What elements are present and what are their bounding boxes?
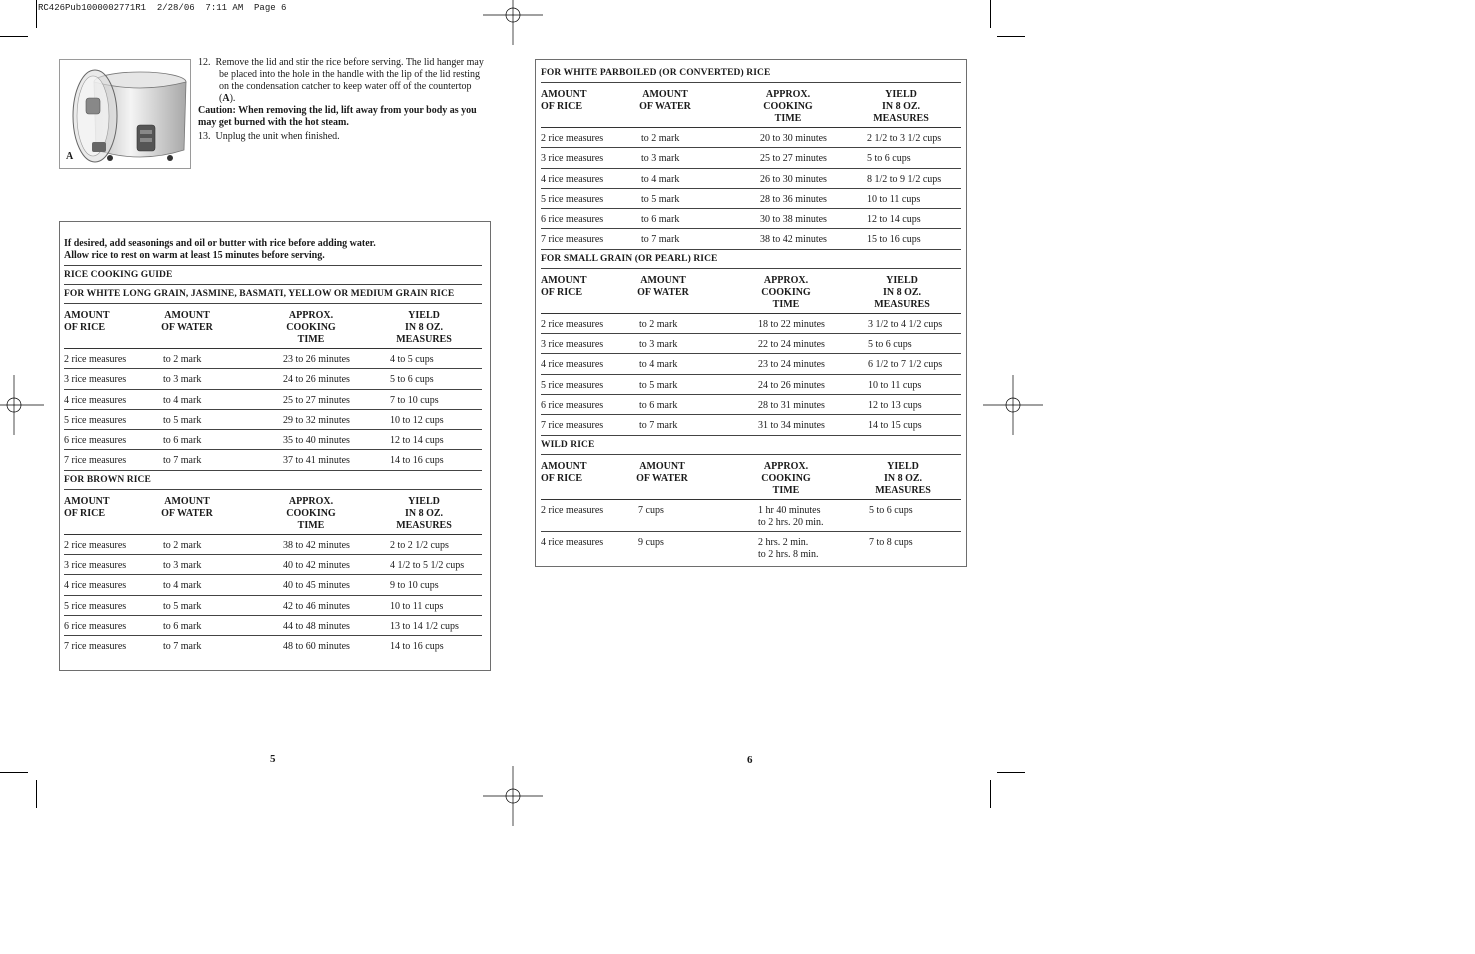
table-cell: to 2 mark xyxy=(641,133,680,144)
table-cell: 24 to 26 minutes xyxy=(283,374,350,386)
step-number: 12. xyxy=(198,57,211,68)
column-header-line: TIME xyxy=(297,519,325,531)
table-cell: 40 to 45 minutes xyxy=(283,580,350,592)
table-cell: 4 rice measures xyxy=(541,173,604,185)
table-cell: 18 to 22 minutes xyxy=(758,318,825,330)
table-cell: 4 1/2 to 5 1/2 cups xyxy=(390,560,465,572)
table-row xyxy=(64,555,482,575)
table-cell: 2 rice measures xyxy=(541,133,604,144)
table-cell: 5 to 6 cups xyxy=(869,504,913,516)
table-cell: 13 to 14 1/2 cups xyxy=(390,620,459,632)
column-header xyxy=(159,496,215,520)
column-header-line: AMOUNT xyxy=(541,89,587,100)
table-cell: 7 rice measures xyxy=(541,234,604,246)
table-cell: to 6 mark xyxy=(641,214,680,226)
column-header-line: COOKING xyxy=(761,472,811,484)
table-cell-line: 2 hrs. 2 min. xyxy=(758,536,809,548)
table-cell: 5 to 6 cups xyxy=(390,374,434,386)
column-header-line: IN 8 OZ. xyxy=(404,322,444,333)
rice-cooker-illustration xyxy=(60,60,190,168)
column-header-line: COOKING xyxy=(761,286,811,298)
column-header-line: MEASURES xyxy=(396,334,452,345)
table-cell: 28 to 36 minutes xyxy=(760,193,827,205)
table-cell: to 3 mark xyxy=(163,374,202,386)
table-cell: 6 1/2 to 7 1/2 cups xyxy=(868,359,943,371)
column-header-line: COOKING xyxy=(286,322,336,333)
table-row xyxy=(64,390,482,410)
column-header xyxy=(873,461,933,497)
guide-intro xyxy=(64,238,482,266)
table-cell-line: to 2 hrs. 8 min. xyxy=(758,548,819,560)
table-cell: to 4 mark xyxy=(163,580,202,592)
column-header xyxy=(541,89,587,113)
table-cell: 4 rice measures xyxy=(541,359,604,371)
section-title-brown: FOR BROWN RICE xyxy=(64,470,482,490)
guide-title: RICE COOKING GUIDE xyxy=(64,266,482,285)
table-cell: 7 cups xyxy=(638,504,664,516)
step-text: Unplug the unit when finished. xyxy=(215,131,340,142)
column-header-line: TIME xyxy=(772,298,800,310)
table-cell: 5 rice measures xyxy=(64,600,127,612)
table-cell: 6 rice measures xyxy=(541,399,604,411)
column-header-line: IN 8 OZ. xyxy=(882,286,922,298)
table-cell: 12 to 14 cups xyxy=(390,435,444,447)
column-header-line: AMOUNT xyxy=(541,274,587,286)
table-row xyxy=(541,500,961,532)
table-cell: to 5 mark xyxy=(163,414,202,426)
brown-rice-table xyxy=(64,490,482,656)
column-header-line: MEASURES xyxy=(396,519,452,531)
table-cell: 25 to 27 minutes xyxy=(760,153,827,165)
table-cell: to 5 mark xyxy=(639,379,678,391)
column-header-line: COOKING xyxy=(763,101,813,112)
table-cell: 25 to 27 minutes xyxy=(283,394,350,406)
column-header xyxy=(872,275,932,311)
table-cell: 4 rice measures xyxy=(64,580,127,592)
step-text: Remove the lid and stir the rice before serving. The lid hanger may be placed into the hole in the handle with the lip of the lid resting on the condensation catcher to keep water off of the countertop (A). xyxy=(215,57,484,104)
table-cell: to 3 mark xyxy=(163,560,202,572)
column-header-line: APPROX. xyxy=(763,274,809,286)
column-header-line: OF RICE xyxy=(541,101,583,112)
column-header xyxy=(637,89,693,113)
table-cell: 4 rice measures xyxy=(541,536,604,548)
crop-mark xyxy=(990,780,991,808)
table-cell: 23 to 26 minutes xyxy=(283,354,350,365)
column-header-line: AMOUNT xyxy=(64,310,110,321)
table-row xyxy=(541,415,961,434)
print-header: RC426Pub1000002771R1 2/28/06 7:11 AM Page 6 xyxy=(38,3,287,13)
table-cell: 38 to 42 minutes xyxy=(283,539,350,551)
registration-mark xyxy=(0,375,44,435)
table-cell: 12 to 13 cups xyxy=(868,399,922,411)
table-cell: 9 cups xyxy=(638,536,664,548)
column-header-line: TIME xyxy=(774,113,802,124)
column-header xyxy=(635,275,691,299)
table-cell: 6 rice measures xyxy=(64,620,127,632)
table-cell: to 6 mark xyxy=(163,435,202,447)
table-cell: to 7 mark xyxy=(641,234,680,246)
table-cell: to 6 mark xyxy=(639,399,678,411)
column-header xyxy=(273,310,349,346)
table-row xyxy=(64,369,482,389)
table-cell: 26 to 30 minutes xyxy=(760,173,827,185)
column-header xyxy=(748,461,824,497)
step-number: 13. xyxy=(198,131,211,142)
table-cell: 48 to 60 minutes xyxy=(283,641,350,653)
table-row xyxy=(541,209,961,229)
table-cell: 7 rice measures xyxy=(541,420,604,432)
table-cell: 4 to 5 cups xyxy=(390,354,434,365)
table-cell: 3 rice measures xyxy=(64,374,127,386)
table-cell: 14 to 15 cups xyxy=(868,420,922,432)
table-cell: to 3 mark xyxy=(641,153,680,165)
table-cell: 2 to 2 1/2 cups xyxy=(390,539,449,551)
table-cell: 20 to 30 minutes xyxy=(760,133,827,144)
table-cell: 5 to 6 cups xyxy=(867,153,911,165)
column-header-line: MEASURES xyxy=(875,484,931,496)
table-cell: 24 to 26 minutes xyxy=(758,379,825,391)
table-header-row xyxy=(541,83,961,128)
column-header-line: MEASURES xyxy=(873,113,929,124)
table-row xyxy=(541,189,961,209)
column-header-line: OF WATER xyxy=(161,507,213,519)
table-cell: 2 1/2 to 3 1/2 cups xyxy=(867,133,942,144)
column-header-line: IN 8 OZ. xyxy=(881,101,921,112)
column-header-line: APPROX. xyxy=(288,495,334,507)
table-row xyxy=(64,636,482,655)
column-header xyxy=(273,496,349,532)
table-row xyxy=(541,128,961,148)
table-cell: 44 to 48 minutes xyxy=(283,620,350,632)
step-13 xyxy=(198,131,484,143)
rice-cooking-guide-right xyxy=(535,59,967,567)
table-row xyxy=(64,410,482,430)
column-header-line: AMOUNT xyxy=(639,460,685,472)
column-header xyxy=(871,89,931,125)
column-header-line: AMOUNT xyxy=(642,89,688,100)
section-title-wild: WILD RICE xyxy=(541,435,961,455)
table-row xyxy=(64,430,482,450)
table-cell: to 6 mark xyxy=(163,620,202,632)
table-cell: 2 rice measures xyxy=(541,318,604,330)
column-header-line: OF WATER xyxy=(639,101,691,112)
page-number-left: 5 xyxy=(270,753,276,765)
column-header-line: OF RICE xyxy=(64,507,106,519)
table-cell: 7 rice measures xyxy=(64,641,127,653)
column-header-line: APPROX. xyxy=(765,89,811,100)
table-row xyxy=(541,375,961,395)
column-header xyxy=(541,461,587,485)
column-header-line: AMOUNT xyxy=(164,310,210,321)
table-row xyxy=(541,532,961,572)
table-cell: 3 rice measures xyxy=(541,339,604,351)
table-cell: 8 1/2 to 9 1/2 cups xyxy=(867,173,942,185)
table-cell-line: to 2 hrs. 20 min. xyxy=(758,516,824,528)
table-header-row xyxy=(541,455,961,500)
small-grain-rice-table xyxy=(541,269,961,435)
table-cell: 40 to 42 minutes xyxy=(283,560,350,572)
table-cell: 3 1/2 to 4 1/2 cups xyxy=(868,318,943,330)
column-header xyxy=(634,461,690,485)
table-row xyxy=(64,616,482,636)
white-long-grain-table xyxy=(64,304,482,470)
table-cell: 38 to 42 minutes xyxy=(760,234,827,246)
table-cell: 14 to 16 cups xyxy=(390,455,444,467)
column-header-line: COOKING xyxy=(286,507,336,519)
crop-mark xyxy=(997,772,1025,773)
table-cell: to 4 mark xyxy=(639,359,678,371)
crop-mark xyxy=(990,0,991,28)
table-cell: 22 to 24 minutes xyxy=(758,339,825,351)
table-cell: to 2 mark xyxy=(163,354,202,365)
table-row xyxy=(541,395,961,415)
table-cell: 31 to 34 minutes xyxy=(758,420,825,432)
table-cell: 35 to 40 minutes xyxy=(283,435,350,447)
column-header-line: AMOUNT xyxy=(541,460,587,472)
table-cell: 10 to 11 cups xyxy=(867,193,921,205)
table-row xyxy=(541,354,961,374)
table-cell-line: 1 hr 40 minutes xyxy=(758,504,821,516)
column-header xyxy=(394,310,454,346)
column-header xyxy=(394,496,454,532)
column-header xyxy=(64,310,110,334)
table-cell: 37 to 41 minutes xyxy=(283,455,350,467)
column-header-line: YIELD xyxy=(408,495,440,507)
table-cell: to 5 mark xyxy=(641,193,680,205)
column-header-line: YIELD xyxy=(885,89,917,100)
table-cell: 7 rice measures xyxy=(64,455,127,467)
table-row xyxy=(64,349,482,369)
rice-cooker-figure xyxy=(59,59,191,169)
wild-rice-table xyxy=(541,455,961,572)
table-cell: 7 to 10 cups xyxy=(390,394,439,406)
crop-mark xyxy=(997,36,1025,37)
table-cell: 30 to 38 minutes xyxy=(760,214,827,226)
section-title-white-long: FOR WHITE LONG GRAIN, JASMINE, BASMATI, YELLOW OR MEDIUM GRAIN RICE xyxy=(64,285,482,304)
table-cell: to 2 mark xyxy=(639,318,678,330)
table-header-row xyxy=(64,304,482,349)
table-cell: 5 to 6 cups xyxy=(868,339,912,351)
table-cell: 5 rice measures xyxy=(541,379,604,391)
table-cell: 5 rice measures xyxy=(64,414,127,426)
registration-mark xyxy=(483,766,543,826)
table-cell: 2 rice measures xyxy=(541,504,604,516)
column-header-line: OF RICE xyxy=(541,286,583,298)
column-header xyxy=(750,89,826,125)
table-cell: to 5 mark xyxy=(163,600,202,612)
table-cell: 14 to 16 cups xyxy=(390,641,444,653)
table-cell: to 7 mark xyxy=(639,420,678,432)
column-header-line: AMOUNT xyxy=(164,495,210,507)
table-cell: to 4 mark xyxy=(641,173,680,185)
table-cell: 2 rice measures xyxy=(64,354,127,365)
table-cell: 6 rice measures xyxy=(64,435,127,447)
table-cell: 6 rice measures xyxy=(541,214,604,226)
table-cell xyxy=(758,537,819,561)
table-cell: 5 rice measures xyxy=(541,193,604,205)
column-header-line: OF RICE xyxy=(64,322,106,333)
table-cell: 10 to 11 cups xyxy=(390,600,444,612)
column-header-line: YIELD xyxy=(887,460,919,472)
column-header-line: TIME xyxy=(772,484,800,496)
instruction-steps xyxy=(198,57,484,143)
table-cell: 29 to 32 minutes xyxy=(283,414,350,426)
section-title-small-grain: FOR SMALL GRAIN (OR PEARL) RICE xyxy=(541,249,961,269)
column-header-line: IN 8 OZ. xyxy=(883,472,923,484)
table-cell: 2 rice measures xyxy=(64,539,127,551)
registration-mark xyxy=(983,375,1043,435)
table-cell xyxy=(758,505,824,529)
column-header-line: APPROX. xyxy=(763,460,809,472)
table-cell: 23 to 24 minutes xyxy=(758,359,825,371)
crop-mark xyxy=(0,772,28,773)
step-12 xyxy=(198,57,484,105)
crop-mark xyxy=(36,780,37,808)
table-cell: to 7 mark xyxy=(163,641,202,653)
table-cell: 15 to 16 cups xyxy=(867,234,921,246)
table-header-row xyxy=(64,490,482,535)
column-header-line: YIELD xyxy=(886,274,918,286)
table-cell: 4 rice measures xyxy=(64,394,127,406)
intro-line: Allow rice to rest on warm at least 15 minutes before serving. xyxy=(64,250,325,261)
column-header xyxy=(748,275,824,311)
page-number-right: 6 xyxy=(747,754,753,766)
column-header-line: MEASURES xyxy=(874,298,930,310)
table-row xyxy=(541,229,961,248)
table-row xyxy=(541,148,961,168)
table-row xyxy=(64,596,482,616)
column-header-line: OF WATER xyxy=(636,472,688,484)
column-header-line: OF WATER xyxy=(637,286,689,298)
intro-line: If desired, add seasonings and oil or butter with rice before adding water. xyxy=(64,238,376,249)
table-cell: to 7 mark xyxy=(163,455,202,467)
table-cell: 9 to 10 cups xyxy=(390,580,439,592)
table-row xyxy=(541,314,961,334)
column-header-line: APPROX. xyxy=(288,310,334,321)
table-cell: 3 rice measures xyxy=(64,560,127,572)
column-header-line: AMOUNT xyxy=(64,495,110,507)
table-cell: 28 to 31 minutes xyxy=(758,399,825,411)
table-row xyxy=(541,334,961,354)
column-header xyxy=(541,275,587,299)
column-header xyxy=(159,310,215,334)
table-row xyxy=(541,169,961,189)
table-cell: 42 to 46 minutes xyxy=(283,600,350,612)
table-cell: 7 to 8 cups xyxy=(869,536,913,548)
column-header-line: OF RICE xyxy=(541,472,583,484)
parboiled-rice-table xyxy=(541,83,961,249)
registration-mark xyxy=(483,0,543,45)
crop-mark xyxy=(36,0,37,28)
table-cell: to 2 mark xyxy=(163,539,202,551)
column-header-line: TIME xyxy=(297,334,325,345)
table-cell: 10 to 11 cups xyxy=(868,379,922,391)
crop-mark xyxy=(0,36,28,37)
figure-label: A xyxy=(66,151,74,162)
table-cell: to 3 mark xyxy=(639,339,678,351)
column-header-line: AMOUNT xyxy=(640,274,686,286)
rice-cooking-guide-left xyxy=(59,221,491,671)
column-header-line: IN 8 OZ. xyxy=(404,507,444,519)
table-row xyxy=(64,450,482,469)
table-cell: to 4 mark xyxy=(163,394,202,406)
column-header xyxy=(64,496,110,520)
table-cell: 12 to 14 cups xyxy=(867,214,921,226)
table-cell: 10 to 12 cups xyxy=(390,414,444,426)
column-header-line: YIELD xyxy=(408,310,440,321)
table-cell: 3 rice measures xyxy=(541,153,604,165)
table-header-row xyxy=(541,269,961,314)
column-header-line: OF WATER xyxy=(161,322,213,333)
table-row xyxy=(64,535,482,555)
section-title-parboiled: FOR WHITE PARBOILED (OR CONVERTED) RICE xyxy=(541,64,961,83)
table-row xyxy=(64,575,482,595)
caution-text: Caution: When removing the lid, lift away from your body as you may get burned with the hot steam. xyxy=(198,105,477,128)
